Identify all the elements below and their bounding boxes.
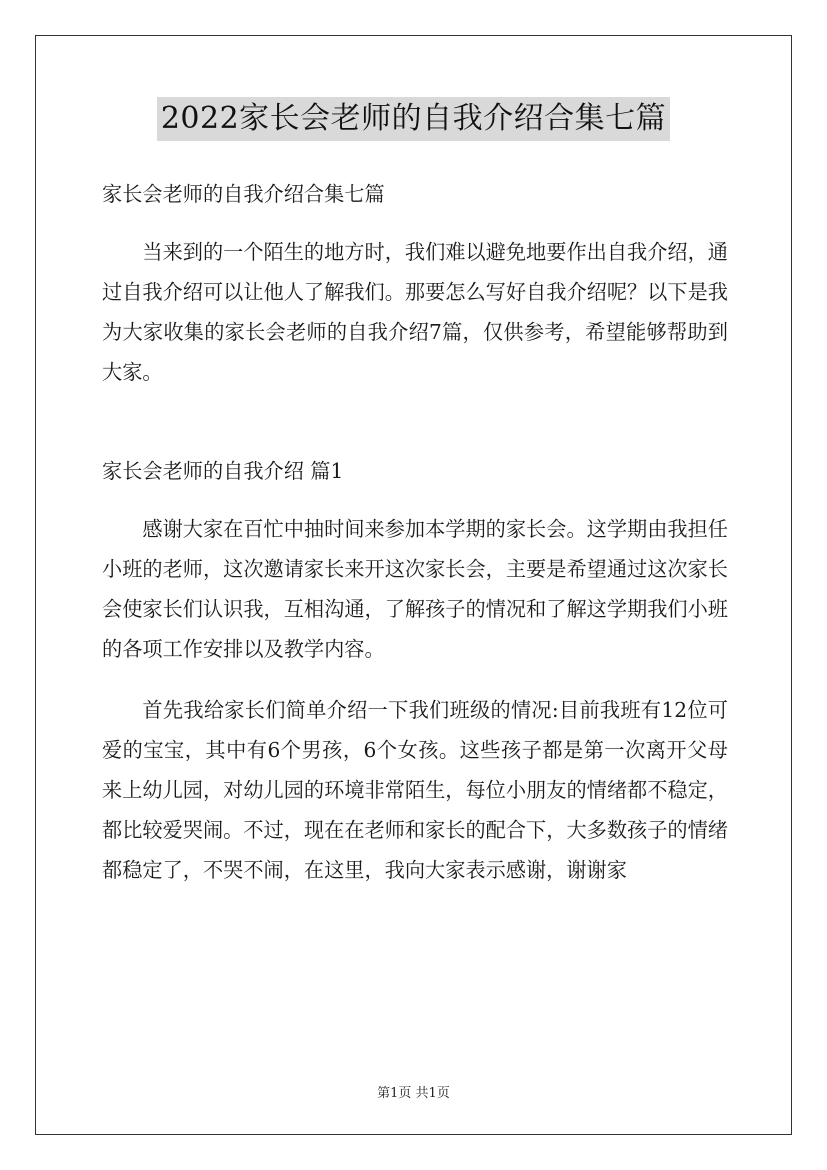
intro-paragraph: 当来到的一个陌生的地方时，我们难以避免地要作出自我介绍，通过自我介绍可以让他人了解我们。那要怎么写好自我介绍呢？以下是我为大家收集的家长会老师的自我介绍7篇，仅供参考，希望能够帮助到大家。 xyxy=(102,240,728,384)
title-container xyxy=(0,97,827,141)
document-title: 2022家长会老师的自我介绍合集七篇 xyxy=(157,97,670,141)
body-paragraph-1: 感谢大家在百忙中抽时间来参加本学期的家长会。这学期由我担任小班的老师，这次邀请家长来开这次家长会，主要是希望通过这次家长会使家长们认识我，互相沟通，了解孩子的情况和了解这学期我们小班的各项工作安排以及教学内容。 xyxy=(102,517,728,661)
document-subtitle: 家长会老师的自我介绍合集七篇 xyxy=(102,182,385,206)
section-heading: 家长会老师的自我介绍 篇1 xyxy=(102,459,344,483)
page-footer: 第1页 共1页 xyxy=(377,1086,450,1101)
body-paragraph-2: 首先我给家长们简单介绍一下我们班级的情况:目前我班有12位可爱的宝宝，其中有6个男孩，6个女孩。这些孩子都是第一次离开父母来上幼儿园，对幼儿园的环境非常陌生，每位小朋友的情绪都不稳定，都比较爱哭闹。不过，现在在老师和家长的配合下，大多数孩子的情绪都稳定了，不哭不闹，在这里，我向大家表示感谢，谢谢家 xyxy=(102,698,728,882)
document-body xyxy=(102,174,728,911)
section-spacer xyxy=(102,413,728,451)
